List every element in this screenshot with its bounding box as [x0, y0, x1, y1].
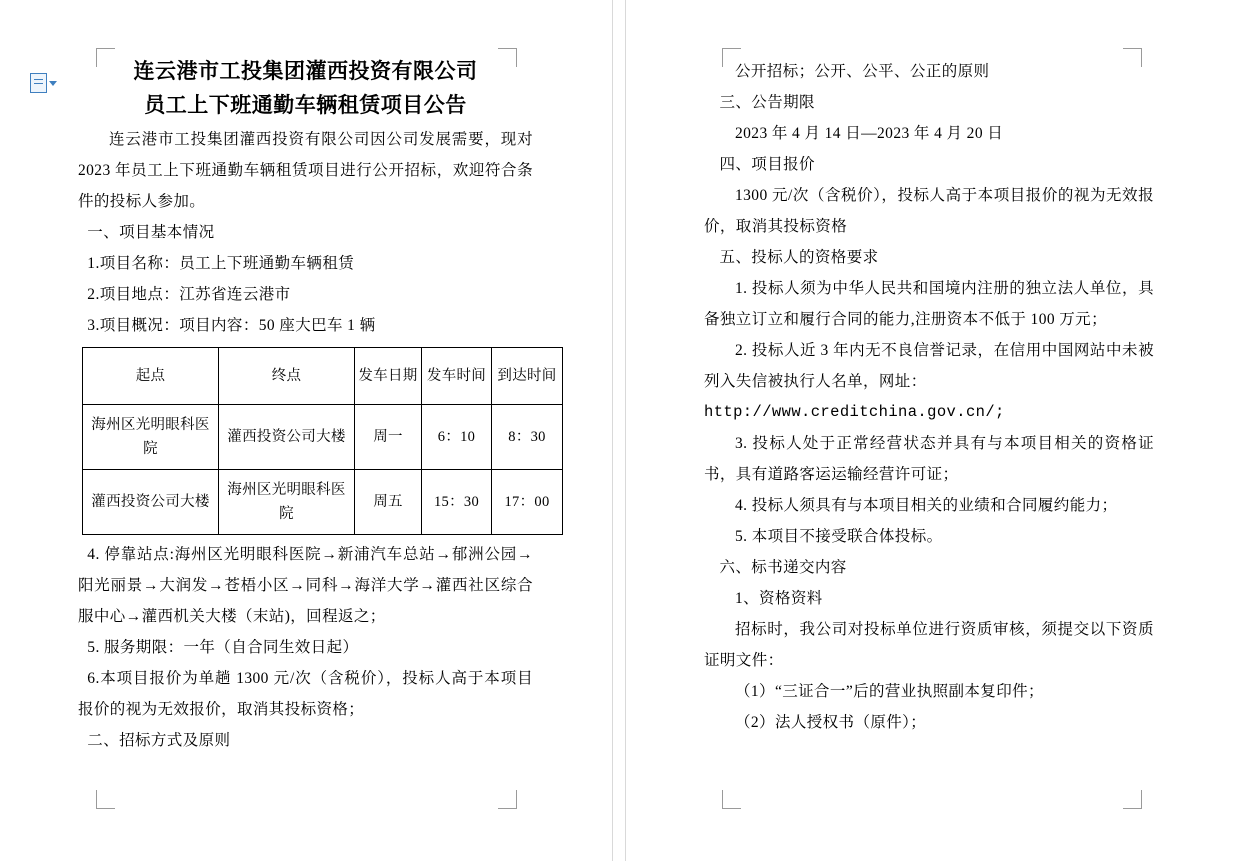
credit-china-url[interactable]: http://www.creditchina.gov.cn/;	[704, 403, 1005, 421]
paragraph-doc-item-1: （1）“三证合一”后的营业执照副本复印件；	[735, 683, 1044, 700]
heading-section-2: 二、招标方式及原则	[87, 732, 231, 749]
table-header-origin: 起点	[83, 348, 219, 405]
document-page-1	[0, 0, 612, 861]
crop-mark-bottom-right	[1123, 790, 1142, 809]
table-cell-departure-time: 6：10	[422, 405, 492, 470]
table-cell-departure-time: 15：30	[422, 470, 492, 535]
table-cell-arrival-time: 17：00	[492, 470, 563, 535]
table-header-arrival-time: 到达时间	[492, 348, 563, 405]
crop-mark-bottom-left	[96, 790, 115, 809]
heading-section-5: 五、投标人的资格要求	[719, 249, 879, 266]
paragraph-qualification-4: 4. 投标人须具有与本项目相关的业绩和合同履约能力；	[735, 497, 1118, 514]
paragraph-project-overview: 3.项目概况：项目内容：50 座大巴车 1 辆	[87, 317, 376, 334]
paragraph-project-quote: 1300 元/次（含税价），投标人高于本项目报价的视为无效报价，取消其投标资格	[704, 187, 1154, 235]
doc-title-line-1: 连云港市工投集团灌西投资有限公司	[133, 59, 478, 83]
table-cell-destination: 海州区光明眼科医院	[219, 470, 355, 535]
table-header-departure-time: 发车时间	[422, 348, 492, 405]
paragraph-price: 6.本项目报价为单趟 1300 元/次（含税价），投标人高于本项目报价的视为无效报价，取消其投标资格；	[78, 670, 533, 718]
paragraph-intro: 连云港市工投集团灌西投资有限公司因公司发展需要，现对 2023 年员工上下班通勤车辆租赁项目进行公开招标，欢迎符合条件的投标人参加。	[78, 131, 533, 210]
chevron-down-icon	[49, 81, 57, 86]
heading-section-3: 三、公告期限	[719, 94, 815, 111]
table-cell-departure-date: 周五	[355, 470, 422, 535]
table-row	[83, 470, 563, 535]
doc-title-line-2: 员工上下班通勤车辆租赁项目公告	[144, 93, 467, 117]
paragraph-qualification-5: 5. 本项目不接受联合体投标。	[735, 528, 943, 545]
heading-section-6: 六、标书递交内容	[719, 559, 847, 576]
paragraph-qualification-1: 1. 投标人须为中华人民共和国境内注册的独立法人单位，具备独立订立和履行合同的能力,注册资本不低于 100 万元；	[704, 280, 1154, 328]
paragraph-service-period: 5. 服务期限：一年（自合同生效日起）	[87, 639, 359, 656]
paragraph-stops: 4. 停靠站点:海州区光明眼科医院→新浦汽车总站→郁洲公园→阳光丽景→大润发→苍梧小区→同科→海洋大学→灌西社区综合服中心→灌西机关大楼（末站)，回程返之；	[78, 546, 533, 625]
table-cell-origin: 海州区光明眼科医院	[83, 405, 219, 470]
table-cell-departure-date: 周一	[355, 405, 422, 470]
table-header-destination: 终点	[219, 348, 355, 405]
table-header-departure-date: 发车日期	[355, 348, 422, 405]
page-2-content	[704, 56, 1154, 738]
paragraph-qualification-3: 3. 投标人处于正常经营状态并具有与本项目相关的资格证书，具有道路客运运输经营许可证；	[704, 435, 1154, 483]
table-cell-arrival-time: 8：30	[492, 405, 563, 470]
document-icon[interactable]	[30, 72, 58, 94]
page-divider	[612, 0, 626, 861]
page-1-content	[78, 56, 557, 756]
paragraph-notice-period: 2023 年 4 月 14 日—2023 年 4 月 20 日	[735, 125, 1004, 142]
paragraph-doc-item-2: （2）法人授权书（原件）；	[735, 714, 927, 731]
heading-section-1: 一、项目基本情况	[87, 224, 215, 241]
paragraph-qualification-docs-heading: 1、资格资料	[735, 590, 823, 607]
paragraph-project-name: 1.项目名称：员工上下班通勤车辆租赁	[87, 255, 355, 272]
paragraph-project-location: 2.项目地点：江苏省连云港市	[87, 286, 291, 303]
heading-section-4: 四、项目报价	[719, 156, 815, 173]
table-row	[83, 405, 563, 470]
schedule-table	[82, 347, 563, 535]
crop-mark-bottom-left	[722, 790, 741, 809]
table-header-row	[83, 348, 563, 405]
paragraph-qualification-2: 2. 投标人近 3 年内无不良信誉记录，在信用中国网站中未被列入失信被执行人名单，网址：	[704, 342, 1154, 390]
document-sheet-icon	[30, 73, 47, 93]
crop-mark-bottom-right	[498, 790, 517, 809]
paragraph-bidding-method: 公开招标；公开、公平、公正的原则	[735, 63, 990, 80]
document-page-2	[626, 0, 1237, 861]
paragraph-qualification-docs-intro: 招标时，我公司对投标单位进行资质审核，须提交以下资质证明文件：	[704, 621, 1154, 669]
table-cell-destination: 灌西投资公司大楼	[219, 405, 355, 470]
table-cell-origin: 灌西投资公司大楼	[83, 470, 219, 535]
